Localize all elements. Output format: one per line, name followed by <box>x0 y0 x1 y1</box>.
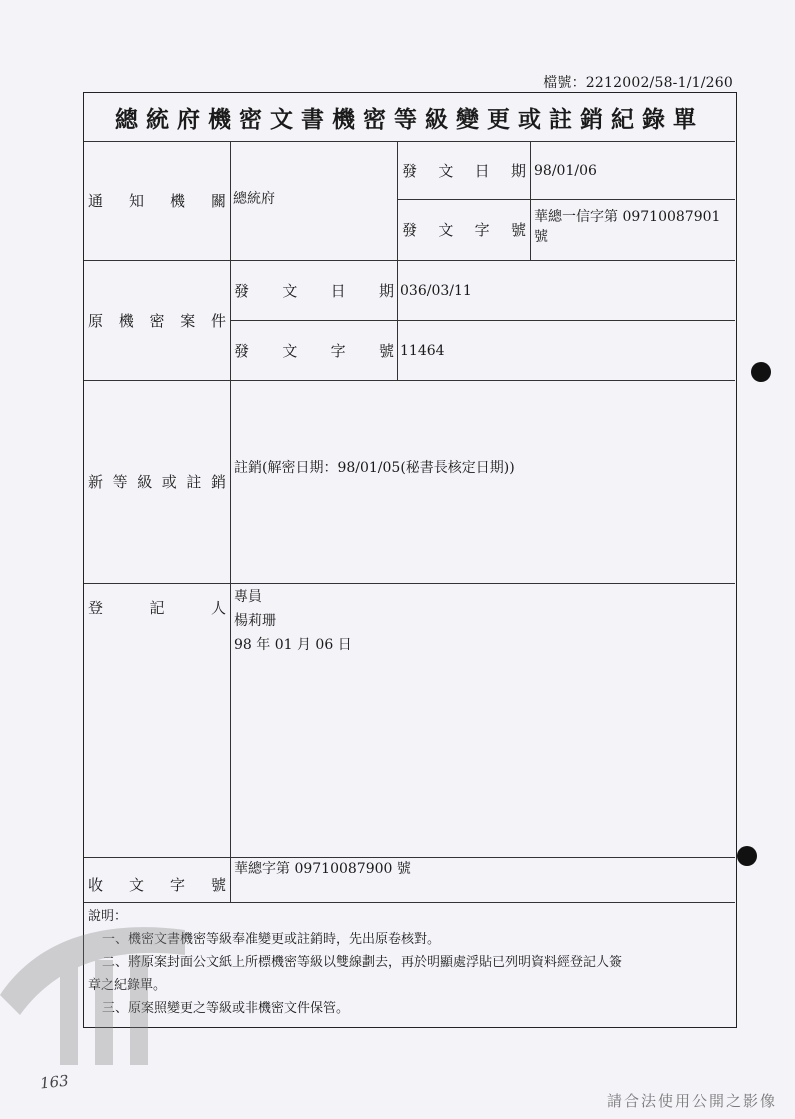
divider <box>530 141 531 260</box>
notifying-agency-value: 總統府 <box>233 191 275 207</box>
divider <box>84 902 735 903</box>
original-issue-date-label: 發文日期 <box>234 281 394 300</box>
notes-heading: 說明： <box>88 909 128 924</box>
usage-watermark: 請合法使用公開之影像 <box>606 1092 777 1110</box>
receipt-number-value: 華總字第 09710087900 號 <box>234 861 411 877</box>
page-mark: 163 <box>39 1071 70 1093</box>
receipt-number-label: 收文字號 <box>88 875 226 894</box>
archive-stamp-graphic <box>0 915 190 1075</box>
record-form <box>83 92 737 1028</box>
archive-number: 檔號：2212002/58-1/1/260 <box>543 75 733 91</box>
registrar-title: 專員 <box>234 589 262 605</box>
divider <box>230 141 231 902</box>
notifying-agency-label: 通知機關 <box>88 192 226 210</box>
original-case-label: 原機密案件 <box>88 311 226 330</box>
issue-number-value: 華總一信字第 09710087901 號 <box>534 209 721 245</box>
issue-number-label: 發文字號 <box>402 221 526 239</box>
punch-hole <box>737 846 757 866</box>
note-item-3: 三、原案照變更之等級或非機密文件保管。 <box>102 1001 350 1016</box>
note-item-2: 二、將原案封面公文紙上所標機密等級以雙線劃去，再於明顯處浮貼已列明資料經登記人簽 <box>102 955 623 970</box>
new-level-label: 新等級或註銷 <box>88 473 226 491</box>
divider <box>84 857 735 858</box>
registrar-name: 楊莉珊 <box>234 613 276 629</box>
original-issue-number-label: 發文字號 <box>234 341 394 360</box>
note-item-1: 一、機密文書機密等級奉准變更或註銷時，先出原卷核對。 <box>102 932 441 947</box>
registrar-date: 98 年 01 月 06 日 <box>234 637 352 653</box>
original-issue-number-value: 11464 <box>400 343 445 359</box>
registrar-details <box>234 585 352 657</box>
note-item-2-continued: 章之紀錄單。 <box>88 978 167 993</box>
original-issue-date-value: 036/03/11 <box>400 283 472 299</box>
divider <box>397 141 398 380</box>
punch-hole <box>751 362 771 382</box>
issue-date-value: 98/01/06 <box>534 163 597 179</box>
form-title: 總統府機密文書機密等級變更或註銷紀錄單 <box>115 105 704 133</box>
new-level-value: 註銷(解密日期：98/01/05(秘書長核定日期)) <box>234 460 515 476</box>
divider <box>84 583 735 584</box>
registrar-label: 登記人 <box>88 598 226 617</box>
issue-date-label: 發文日期 <box>402 161 526 180</box>
